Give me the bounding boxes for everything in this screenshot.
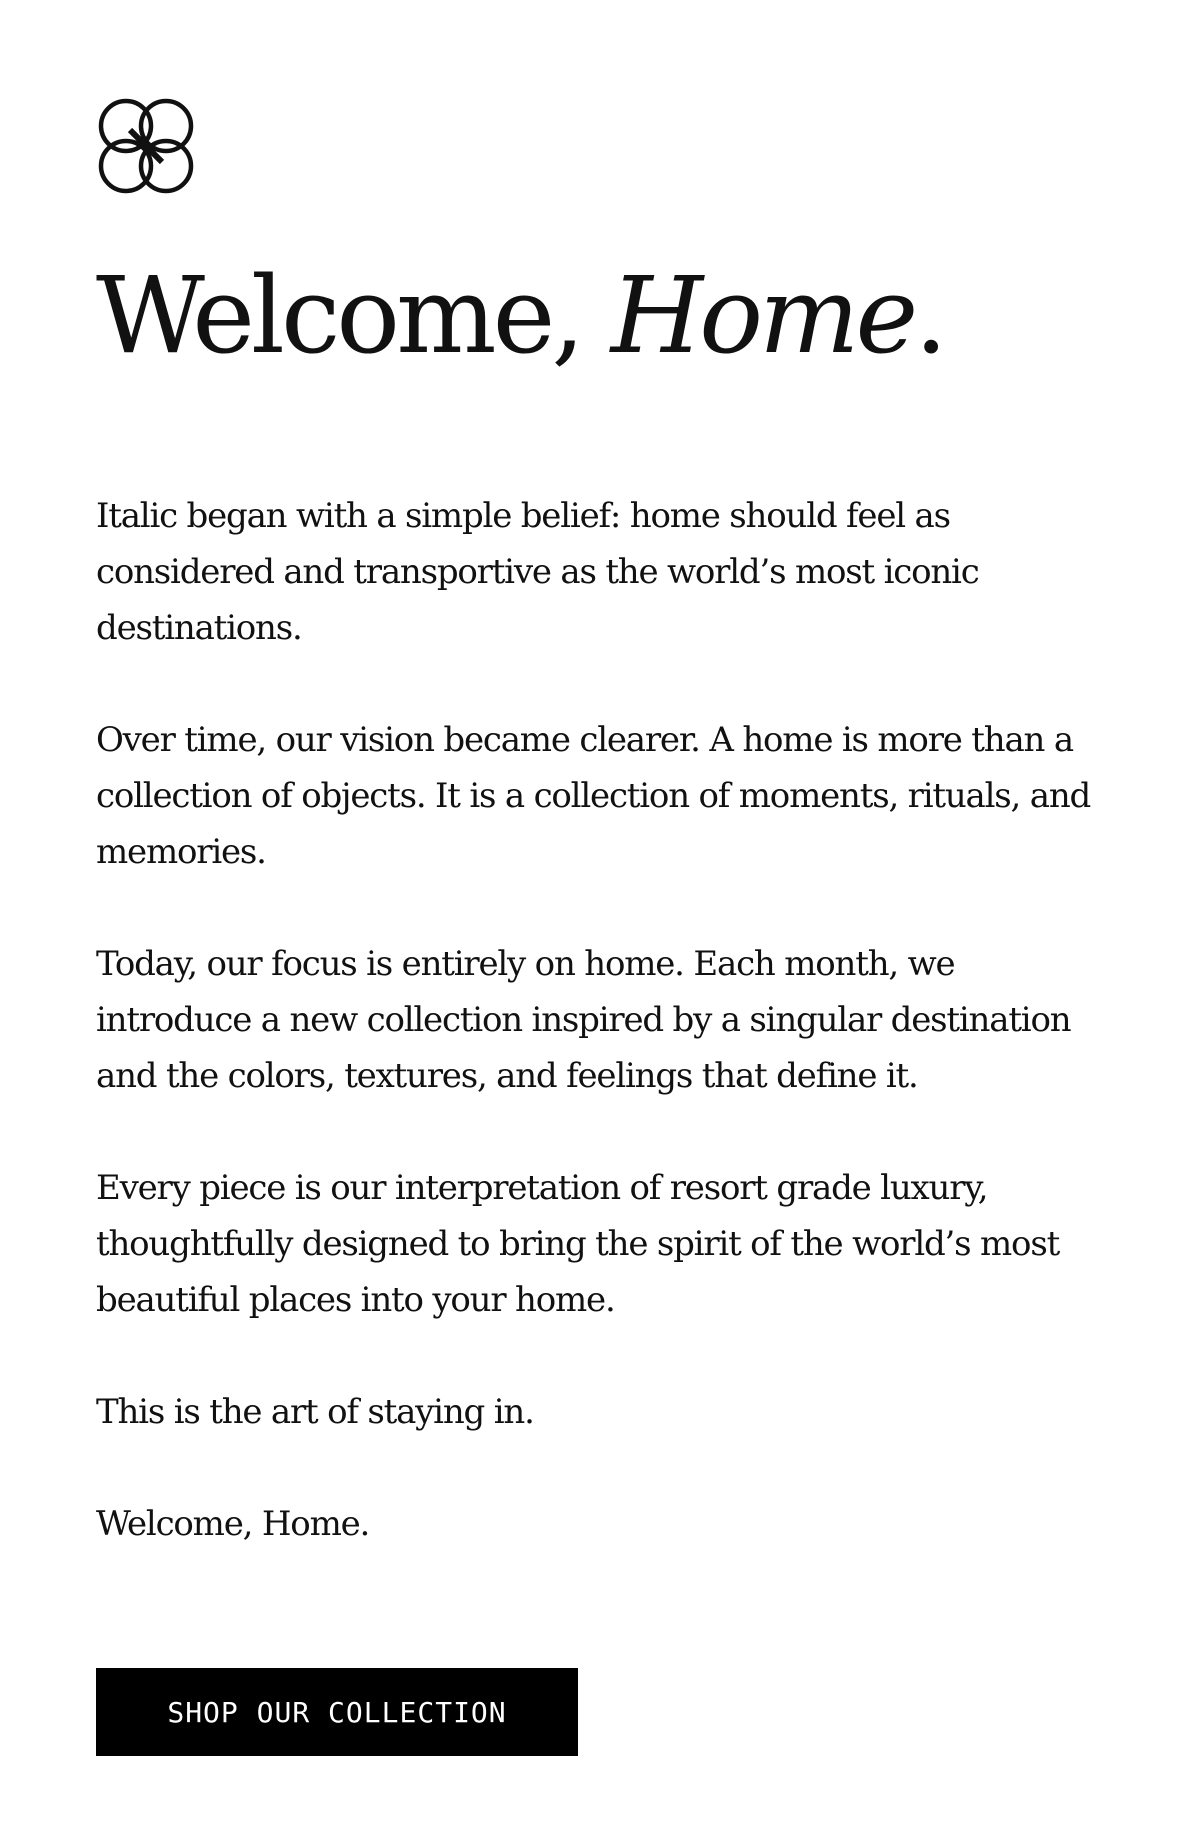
- brand-story: [96, 488, 1116, 1608]
- title-main: Welcome,: [96, 254, 582, 377]
- page-title: [96, 254, 944, 377]
- story-paragraph-1: Italic began with a simple belief: home should feel as considered and transportive as the world’s most iconic destinations.: [96, 496, 979, 648]
- story-paragraph-2: Over time, our vision became clearer. A home is more than a collection of objects. It is a collection of moments, rituals, and memories.: [96, 720, 1091, 872]
- story-paragraph-6: Welcome, Home.: [96, 1504, 370, 1544]
- story-paragraph-4: Every piece is our interpretation of resort grade luxury, thoughtfully designed to bring the spirit of the world’s most beautiful places into your home.: [96, 1168, 1060, 1320]
- shop-collection-button[interactable]: SHOP OUR COLLECTION: [96, 1668, 578, 1756]
- brand-logo: [96, 96, 196, 196]
- story-paragraph-3: Today, our focus is entirely on home. Each month, we introduce a new collection inspired by a singular destination and the colors, textures, and feelings that define it.: [96, 944, 1071, 1096]
- title-italic: Home: [610, 254, 915, 377]
- interlocking-circles-logo-icon: [96, 96, 196, 196]
- title-period: .: [914, 254, 944, 377]
- story-paragraph-5: This is the art of staying in.: [96, 1392, 534, 1432]
